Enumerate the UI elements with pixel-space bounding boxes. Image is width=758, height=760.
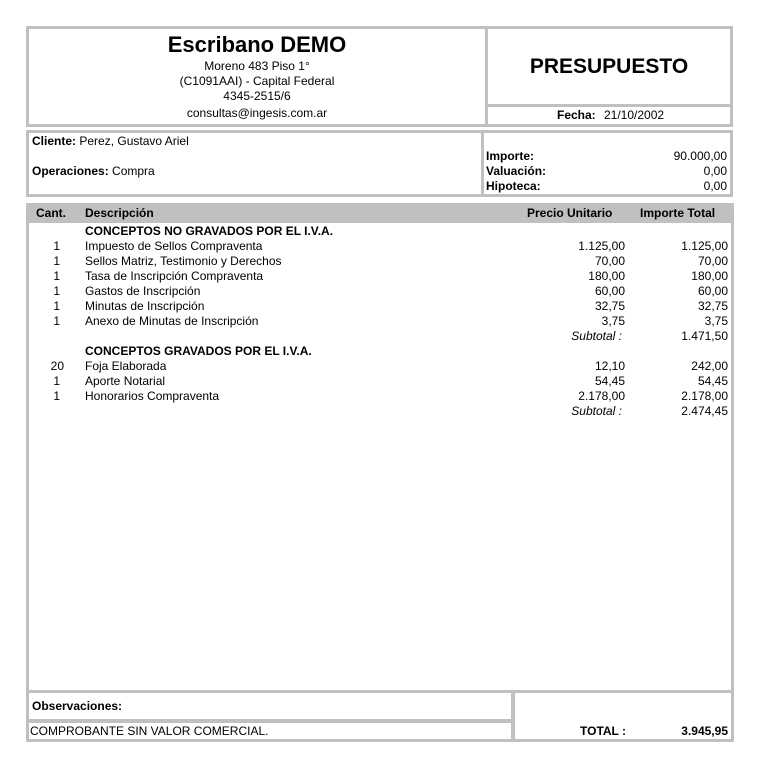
row-precio: 2.178,00 (578, 389, 625, 403)
observaciones-label: Observaciones: (32, 699, 123, 713)
section2-title: CONCEPTOS GRAVADOS POR EL I.V.A. (85, 344, 312, 358)
row-importe: 60,00 (697, 284, 728, 298)
row-cant: 1 (53, 269, 60, 283)
row-desc: Foja Elaborada (85, 359, 167, 373)
firm-name: Escribano DEMO (167, 32, 347, 57)
cliente-label: Cliente: (32, 134, 77, 148)
row-precio: 60,00 (594, 284, 625, 298)
row-desc: Honorarios Compraventa (85, 389, 220, 403)
row-cant: 1 (53, 314, 60, 328)
row-desc: Impuesto de Sellos Compraventa (85, 239, 263, 253)
row-cant: 20 (50, 359, 64, 373)
operaciones-label: Operaciones: (32, 164, 109, 178)
operaciones-value: Compra (112, 164, 155, 178)
row-importe: 32,75 (697, 299, 728, 313)
operaciones-line (32, 164, 155, 179)
valuacion-value: 0,00 (703, 164, 727, 178)
firm-city: (C1091AAI) - Capital Federal (179, 74, 335, 88)
note-text: COMPROBANTE SIN VALOR COMERCIAL. (30, 724, 269, 738)
row-importe: 3,75 (704, 314, 728, 328)
firm-email: consultas@ingesis.com.ar (186, 106, 328, 120)
doc-title: PRESUPUESTO (529, 55, 689, 78)
date-label: Fecha: (557, 108, 596, 122)
row-importe: 54,45 (697, 374, 728, 388)
section2-subtotal-value: 2.474,45 (681, 404, 728, 418)
row-importe: 70,00 (697, 254, 728, 268)
firm-address: Moreno 483 Piso 1° (204, 59, 310, 73)
importe-value: 90.000,00 (673, 149, 727, 163)
section1-subtotal-label: Subtotal : (571, 329, 622, 343)
section1-title: CONCEPTOS NO GRAVADOS POR EL I.V.A. (85, 224, 334, 238)
row-importe: 2.178,00 (681, 389, 728, 403)
hipoteca-label: Hipoteca: (486, 179, 541, 193)
total-value: 3.945,95 (681, 724, 728, 738)
row-precio: 3,75 (601, 314, 625, 328)
hipoteca-value: 0,00 (703, 179, 727, 193)
row-desc: Minutas de Inscripción (85, 299, 205, 313)
row-precio: 54,45 (594, 374, 625, 388)
section2-subtotal-label: Subtotal : (571, 404, 622, 418)
total-label: TOTAL : (580, 724, 626, 738)
col-desc-header: Descripción (85, 206, 154, 220)
row-cant: 1 (53, 239, 60, 253)
row-desc: Anexo de Minutas de Inscripción (85, 314, 259, 328)
row-cant: 1 (53, 389, 60, 403)
cliente-value: Perez, Gustavo Ariel (79, 134, 189, 148)
importe-label: Importe: (486, 149, 534, 163)
col-importe-header: Importe Total (640, 206, 716, 220)
valuacion-label: Valuación: (486, 164, 547, 178)
row-importe: 180,00 (691, 269, 728, 283)
row-importe: 1.125,00 (681, 239, 728, 253)
row-desc: Gastos de Inscripción (85, 284, 201, 298)
firm-phone: 4345-2515/6 (223, 89, 291, 103)
row-precio: 180,00 (588, 269, 625, 283)
row-precio: 70,00 (594, 254, 625, 268)
row-precio: 1.125,00 (578, 239, 625, 253)
cliente-line (32, 134, 189, 149)
row-precio: 12,10 (594, 359, 625, 373)
col-precio-header: Precio Unitario (527, 206, 613, 220)
row-importe: 242,00 (691, 359, 728, 373)
row-desc: Aporte Notarial (85, 374, 166, 388)
row-desc: Sellos Matriz, Testimonio y Derechos (85, 254, 282, 268)
date-value: 21/10/2002 (604, 108, 665, 122)
row-cant: 1 (53, 374, 60, 388)
row-cant: 1 (53, 254, 60, 268)
col-cant-header: Cant. (36, 206, 66, 220)
row-cant: 1 (53, 284, 60, 298)
section1-subtotal-value: 1.471,50 (681, 329, 728, 343)
row-cant: 1 (53, 299, 60, 313)
row-desc: Tasa de Inscripción Compraventa (85, 269, 264, 283)
row-precio: 32,75 (594, 299, 625, 313)
